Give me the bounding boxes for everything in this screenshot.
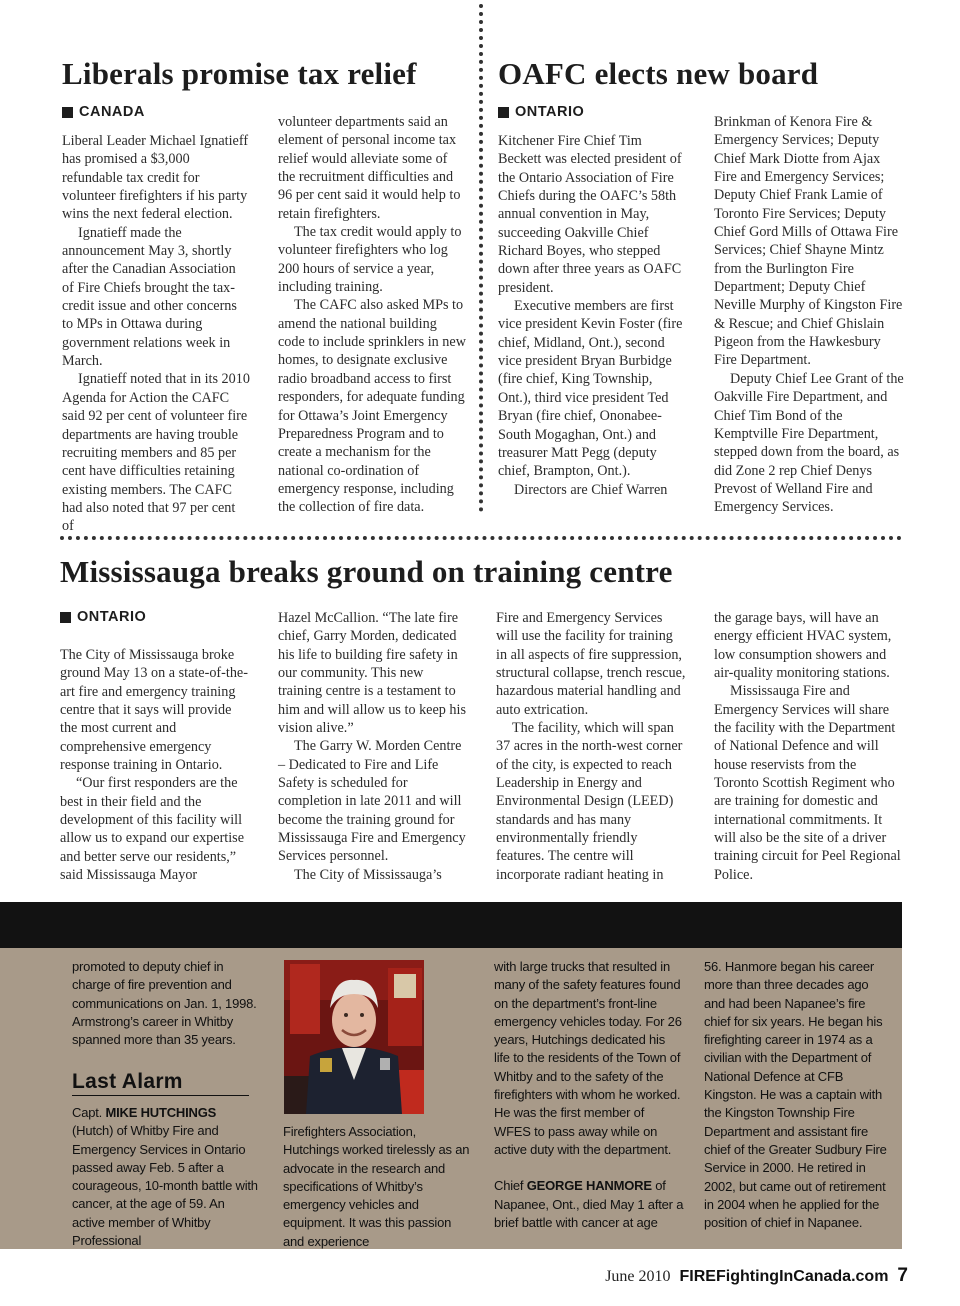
paragraph: The tax credit would apply to volunteer firefighters who log 200 hours of service a year, including training. (278, 224, 462, 296)
paragraph: Fire and Emergency Services will use the facility for training in all aspects of fire suppression, structural collapse, trench rescue, hazardous material handling and auto extrication. (496, 610, 686, 718)
story1-column-2 (278, 113, 466, 517)
firefighter-photo-icon (284, 960, 424, 1114)
obit-name-hutchings: MIKE HUTCHINGS (105, 1105, 217, 1120)
paragraph: volunteer departments said an element of personal income tax relief would alleviate some of the recruitment difficulties and 96 per cent said it would help to retain firefighters. (278, 114, 461, 222)
paragraph: The City of Mississauga’s (294, 866, 442, 883)
paragraph: Liberal Leader Michael Ignatieff has promised a $3,000 refundable tax credit for volunteer firefighters if his party wins the next federal election. (62, 133, 249, 223)
headline-oafc: OAFC elects new board (498, 56, 819, 91)
kicker-square-icon (60, 612, 71, 623)
page-footer (605, 1265, 908, 1287)
vertical-divider (479, 4, 483, 512)
horizontal-divider (60, 536, 902, 540)
paragraph: Ignatieff made the announcement May 3, shortly after the Canadian Association of Fire Chiefs brought the tax-credit issue and other concerns to MPs in Ottawa during government relations week in March. (62, 224, 237, 370)
paragraph: The facility, which will span 37 acres in the north-west corner of the city, is expected to reach Leadership in Energy and Environmental Design (LEED) standards and has many environmentally friendly features. The centre will incorporate radiant heating in (496, 720, 683, 883)
paragraph: Hazel McCallion. “The late fire chief, Garry Morden, dedicated his life to building fire safety in our community. This new training centre is a testament to him and will allow us to keep his vision alive.” (278, 610, 466, 737)
kicker-ontario (498, 104, 584, 120)
alarm-text (494, 1177, 684, 1232)
kicker-label: ONTARIO (77, 609, 147, 625)
kicker-label: ONTARIO (515, 104, 585, 120)
issue-date: June 2010 (605, 1268, 671, 1285)
alarm-text-rest: (Hutch) of Whitby Fire and Emergency Services in Ontario passed away Feb. 5 after a courageous, 10-month battle with cancer, at the age of 59. An active member of Whitby Professional (72, 1123, 258, 1249)
paragraph: “Our first responders are the best in their field and the development of this facility will allow us to expand our expertise and better serve our residents,” said Mississauga Mayor (60, 775, 244, 884)
kicker-label: CANADA (79, 104, 145, 120)
firefighter-photo (284, 960, 424, 1114)
last-alarm-column-1-top (72, 958, 258, 1049)
alarm-text: promoted to deputy chief in charge of fire prevention and communications on Jan. 1, 1998. Armstrong’s career in Whitby spanned more than 35 years. (72, 959, 257, 1048)
story3-column-1 (60, 646, 250, 884)
last-alarm-column-3 (494, 958, 684, 1232)
kicker-square-icon (62, 107, 73, 118)
site-url: FIREFightingInCanada.com (679, 1268, 889, 1285)
paragraph: Executive members are first vice president Kevin Foster (fire chief, Midland, Ont.), second vice president Bryan Burbidge (fire chief, King Township, Ont.), third vice president Ted Bryan (fire chief, Ononabee-South Mogaghan, Ont.) and treasurer Matt Pegg (deputy chief, Brampton, Ont.). (498, 298, 683, 480)
section-banner (0, 902, 902, 948)
last-alarm-column-2 (283, 1123, 473, 1251)
last-alarm-title: Last Alarm (72, 1070, 249, 1096)
alarm-text (72, 1104, 258, 1250)
alarm-text-lead: Capt. (72, 1105, 106, 1120)
story3-column-2 (278, 609, 468, 884)
alarm-text-rest: of Napanee, Ont., died May 1 after a brief battle with cancer at age (494, 1178, 684, 1230)
obit-name-hanmore: GEORGE HANMORE (526, 1178, 652, 1194)
headline-liberals: Liberals promise tax relief (62, 56, 417, 91)
page-number: 7 (897, 1265, 908, 1286)
paragraph: The Garry W. Morden Centre – Dedicated to Fire and Life Safety is scheduled for completion in late 2011 and will become the training ground for Mississauga Fire and Emergency Services personnel. (278, 738, 466, 865)
last-alarm-column-1-bottom (72, 1104, 258, 1250)
paragraph: The City of Mississauga broke ground May 13 on a state-of-the-art fire and emergency training centre that it says will provide the most current and comprehensive emergency response training in Ontario. (60, 647, 248, 774)
paragraph: Ignatieff noted that in its 2010 Agenda for Action the CAFC said 92 per cent of volunteer fire departments are having trouble recruiting members and 85 per cent have difficulties retaining existing members. The CAFC had also noted that 97 per cent of (62, 371, 250, 535)
paragraph: Mississauga Fire and Emergency Services will share the facility with the Department of National Defence and will house reservists from the Toronto Scottish Regiment who are training for domestic and international commitments. It will also be the site of a driver training circuit for Peel Regional Police. (714, 683, 901, 883)
paragraph: Kitchener Fire Chief Tim Beckett was elected president of the Ontario Association of Fire Chiefs during the OAFC’s 58th annual convention in May, succeeding Oakville Chief Richard Boyes, who stepped down after three years as OAFC president. (498, 133, 682, 296)
paragraph: Deputy Chief Lee Grant of the Oakville Fire Department, and Chief Tim Bond of the Kemptville Fire Department, stepped down from the board, as did Zone 2 rep Chief Denys Prevost of Welland Fire and Emergency Services. (714, 370, 904, 516)
story1-column-1 (62, 132, 250, 536)
alarm-text: Firefighters Association, Hutchings worked tirelessly as an advocate in the research and specifications of Whitby’s emergency vehicles and equipment. It was this passion and experience (283, 1124, 470, 1249)
alarm-text: 56. Hanmore began his career more than three decades ago and had been Napanee’s fire chief for six years. He began his firefighting career in 1974 as a civilian with the Department of National Defence at CFB Kingston. He was a captain with the Kingston Township Fire Department and assistant fire chief of the Greater Sudbury Fire Service in 2000. He retired in 2002, but came out of retirement in 2004 when he applied for the position of chief in Napanee. (704, 959, 887, 1231)
kicker-ontario (60, 609, 146, 625)
alarm-text: with large trucks that resulted in many of the safety features found on the department’s front-line emergency vehicles today. For 26 years, Hutchings dedicated his life to the residents of the Town of Whitby and to the safety of the firefighters with whom he worked. He was the first member of WFES to pass away while on active duty with the department. (494, 959, 682, 1157)
story3-column-3 (496, 609, 686, 884)
kicker-canada (62, 104, 145, 120)
paragraph: the garage bays, will have an energy efficient HVAC system, low consumption showers and air-quality monitoring stations. (714, 610, 892, 682)
last-alarm-column-4 (704, 958, 890, 1232)
paragraph: The CAFC also asked MPs to amend the national building code to include sprinklers in new homes, to designate exclusive radio broadband access to first responders, for adequate funding for Ottawa’s Joint Emergency Preparedness Program and to create a mechanism for the national co-ordination of emergency response, including the collection of fire data. (278, 297, 466, 516)
story2-column-1 (498, 132, 688, 499)
story3-column-4 (714, 609, 904, 884)
headline-mississauga: Mississauga breaks ground on training centre (60, 554, 673, 589)
paragraph: Directors are Chief Warren (514, 481, 668, 498)
story2-column-2 (714, 113, 904, 517)
paragraph: Brinkman of Kenora Fire & Emergency Services; Deputy Chief Mark Diotte from Ajax Fire and Emergency Services; Deputy Chief Frank Lamie of Toronto Fire Services; Deputy Chief Gord Mills of Ottawa Fire Services; Chief Shayne Mintz from the Burlington Fire Department; Deputy Chief Neville Murphy of Kingston Fire & Rescue; and Chief Ghislain Pigeon from the Hawkesbury Fire Department. (714, 114, 903, 369)
kicker-square-icon (498, 107, 509, 118)
alarm-text-lead: Chief (494, 1178, 527, 1194)
